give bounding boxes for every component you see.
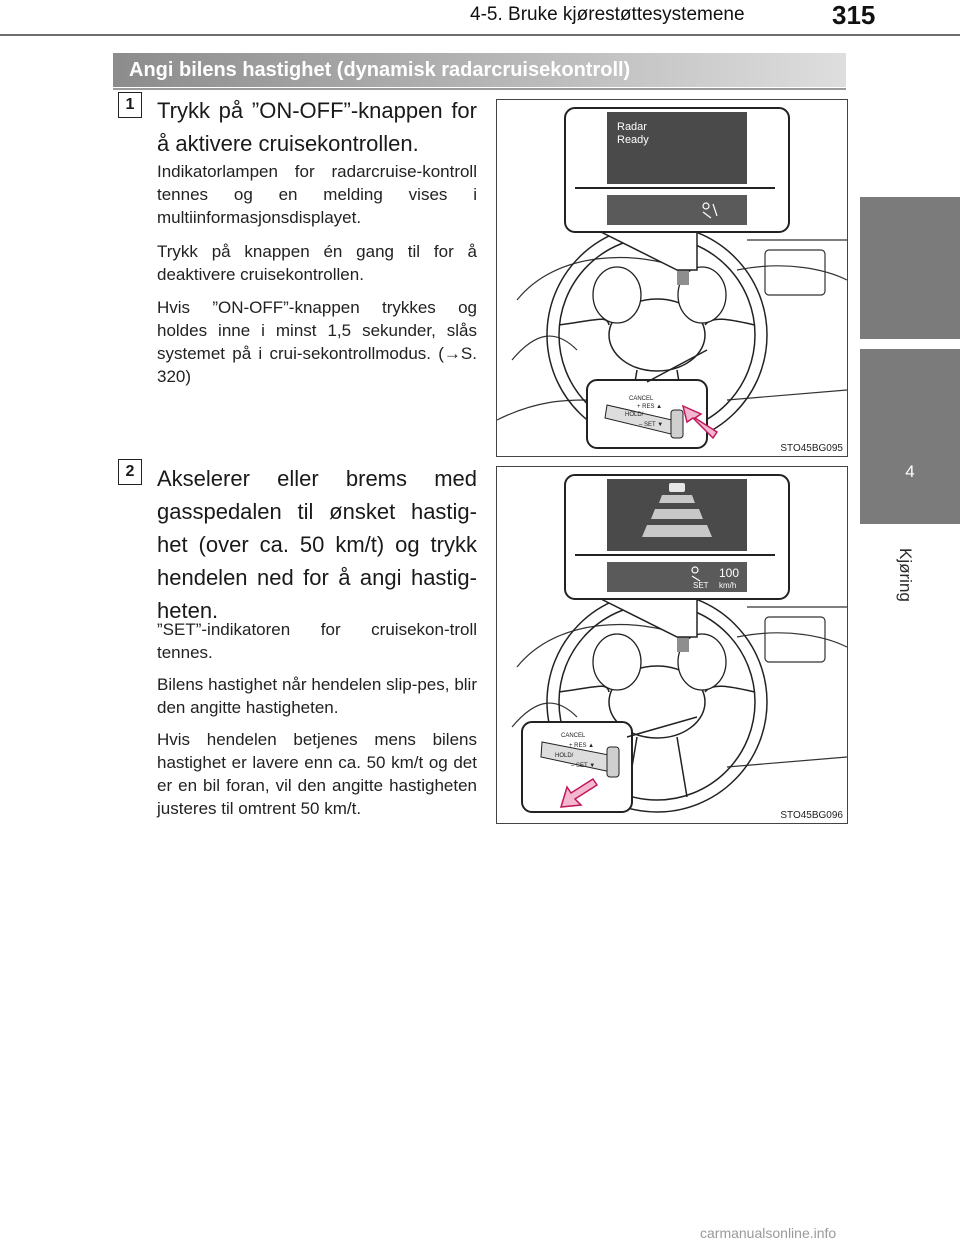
illustration-steering-wheel <box>497 100 847 456</box>
chapter-name <box>895 548 925 628</box>
step-2-instruction: Akselerer eller brems med gasspedalen til ønsket hastig-het (over ca. 50 km/t) og trykk hendelen ned for å angi hastig-heten. <box>157 466 477 623</box>
header-title: 4-5. Bruke kjørestøttesystemene <box>470 4 745 25</box>
lever-label-hold: HOLD/ <box>555 753 574 759</box>
chapter-name-text: Kjøring <box>896 548 915 602</box>
figure-code: STO45BG095 <box>780 443 843 454</box>
step-2-note-3: Hvis hendelen betjenes mens bilens hastighet er lavere enn ca. 50 km/t og det er en bil foran, vil den angitte hastigheten justeres til omtrent 50 km/t. <box>157 730 477 818</box>
set-indicator-label: SET <box>693 581 709 590</box>
lever-label-set: – SET ▼ <box>639 422 664 428</box>
chapter-tab-upper <box>860 197 960 339</box>
section-title: Angi bilens hastighet (dynamisk radarcruisekontroll) <box>129 59 631 81</box>
figure-steering-wheel-set <box>496 466 848 824</box>
step-number-2: 2 <box>118 459 142 485</box>
figure-code: STO45BG096 <box>780 810 843 821</box>
step-2-note-1: ”SET”-indikatoren for cruisekon-troll tennes. <box>157 620 477 662</box>
step-1-instruction: Trykk på ”ON-OFF”-knappen for å aktivere cruisekontrollen. <box>157 98 477 156</box>
figure-steering-wheel-on-off <box>496 99 848 457</box>
section-divider <box>113 88 846 90</box>
lever-label-res: + RES ▲ <box>569 743 595 749</box>
chapter-number: 4 <box>905 462 915 481</box>
step-1-note-3: Hvis ”ON-OFF”-knappen trykkes og holdes inne i minst 1,5 sekunder, slås systemet på i crui-sekontrollmodus. (→S. 320) <box>157 298 477 386</box>
step-1-note-2: Trykk på knappen én gang til for å deaktivere cruisekontrollen. <box>157 242 477 284</box>
lever-label-hold: HOLD/ <box>625 412 644 418</box>
watermark: carmanualsonline.info <box>700 1225 837 1241</box>
section-heading <box>113 53 846 87</box>
lever-label-cancel: CANCEL <box>629 396 654 402</box>
page-number: 315 <box>832 0 876 30</box>
step-2-note-2: Bilens hastighet når hendelen slip-pes, blir den angitte hastigheten. <box>157 675 477 717</box>
lever-label-cancel: CANCEL <box>561 733 586 739</box>
illustration-steering-wheel-set <box>497 467 847 823</box>
display-text-ready: Ready <box>617 134 649 146</box>
display-text-radar: Radar <box>617 121 647 133</box>
lever-label-res: + RES ▲ <box>637 404 663 410</box>
chapter-tab <box>860 349 960 524</box>
step-1-note-1: Indikatorlampen for radarcruise-kontroll tennes og en melding vises i multiinformasjonsdisplayet. <box>157 162 477 227</box>
step-number-1: 1 <box>118 92 142 118</box>
lever-label-set: – SET ▼ <box>571 763 596 769</box>
speed-unit: km/h <box>719 581 737 590</box>
header-divider <box>0 34 960 36</box>
set-speed-value: 100 <box>719 566 740 580</box>
